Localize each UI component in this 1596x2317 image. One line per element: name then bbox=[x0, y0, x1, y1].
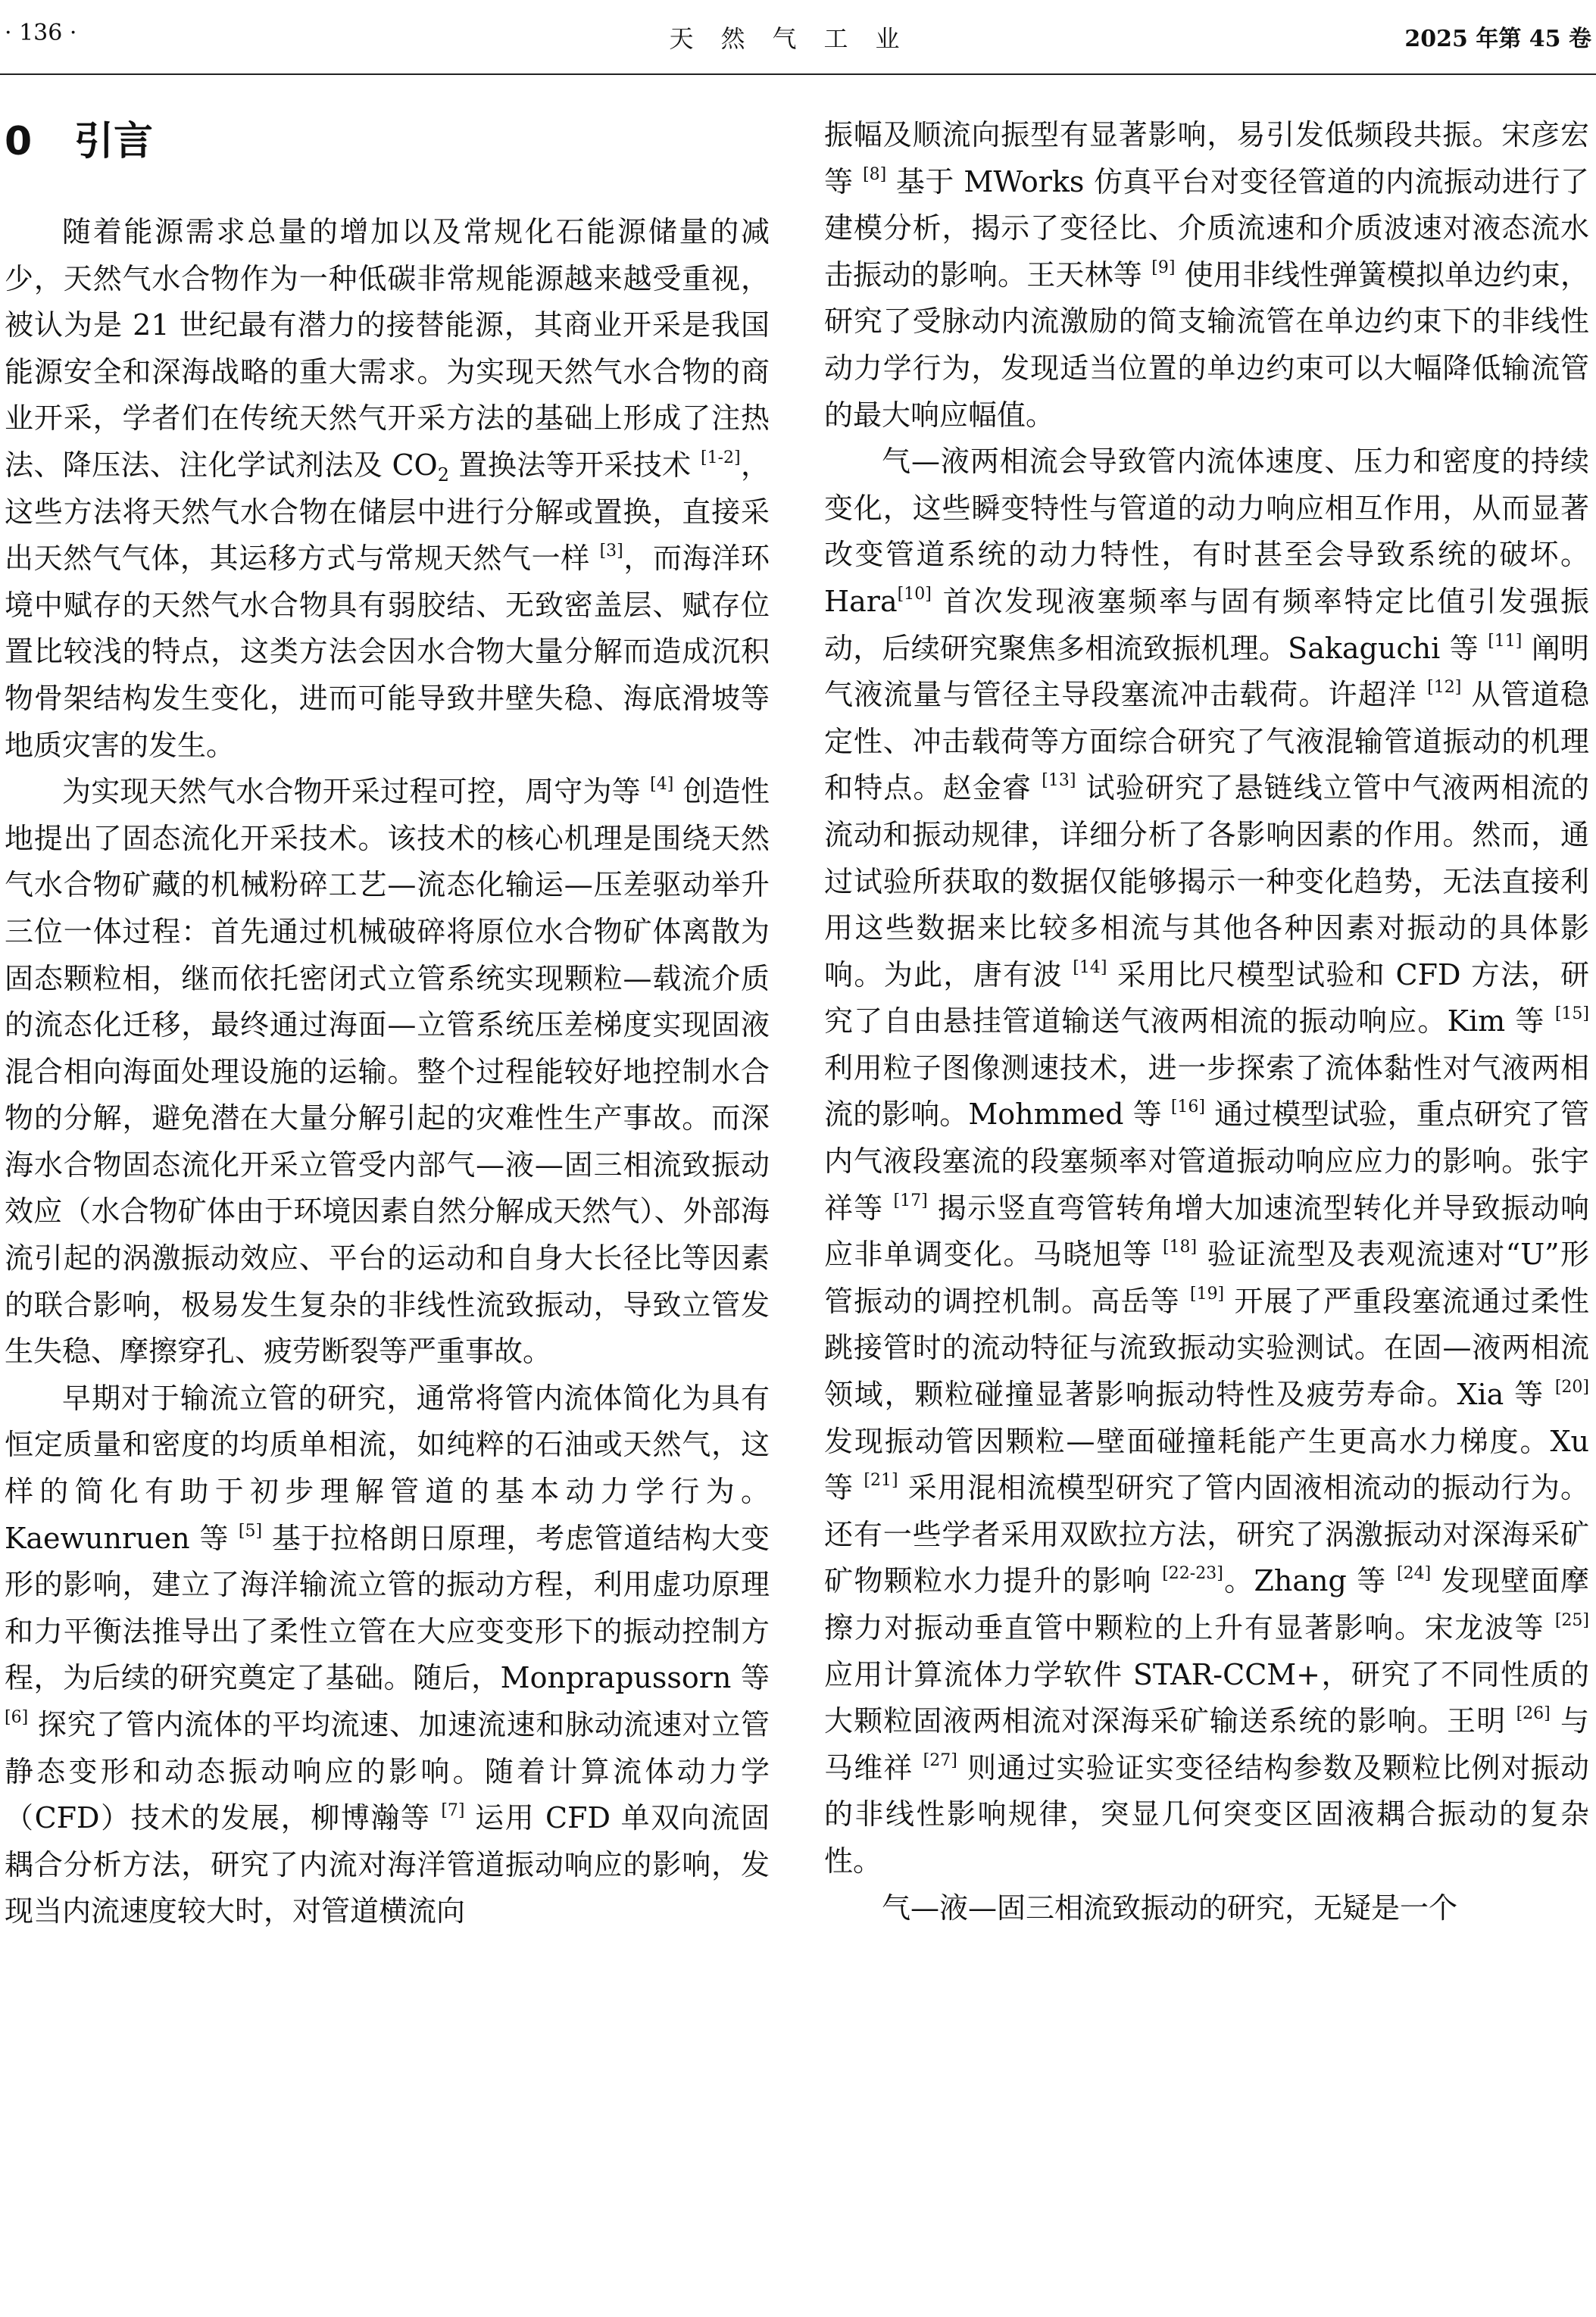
citation: [19] bbox=[1189, 1284, 1225, 1304]
text-run: 气—液—固三相流致振动的研究，无疑是一个 bbox=[882, 1891, 1458, 1925]
citation: [26] bbox=[1516, 1704, 1551, 1724]
text-run: 采用比尺模型试验和 CFD 方法，研究了自由悬挂管道输送气液两相流的振动响应。Kim 等 bbox=[824, 957, 1589, 1038]
text-run: 从管道稳定性、冲击载荷等方面综合研究了气液混输管道振动的机理和特点。赵金睿 bbox=[824, 678, 1589, 805]
citation: [1-2] bbox=[701, 448, 741, 467]
subscript: 2 bbox=[437, 464, 449, 486]
text-run: 基于拉格朗日原理，考虑管道结构大变形的影响，建立了海洋输流立管的振动方程，利用虚功原理和力平衡法推导出了柔性立管在大应变变形下的振动控制方程，为后续的研究奠定了基础。随后，Monprapussorn 等 bbox=[5, 1521, 770, 1695]
citation: [17] bbox=[893, 1191, 928, 1210]
citation: [6] bbox=[5, 1708, 29, 1727]
text-run: 发现壁面摩擦力对振动垂直管中颗粒的上升有显著影响。宋龙波等 bbox=[824, 1564, 1589, 1644]
citation: [20] bbox=[1554, 1378, 1589, 1397]
left-column bbox=[5, 114, 770, 2303]
paragraph bbox=[5, 769, 770, 1376]
journal-name: 天然气工业 bbox=[669, 24, 927, 53]
citation: [5] bbox=[238, 1521, 263, 1541]
text-run: 运用 CFD 单双向流固耦合分析方法，研究了内流对海洋管道振动响应的影响，发现当内流速度较大时，对管道横流向 bbox=[5, 1801, 770, 1928]
citation: [25] bbox=[1554, 1611, 1589, 1630]
right-column bbox=[824, 112, 1589, 2301]
text-run: 置换法等开采技术 bbox=[448, 448, 701, 482]
citation: [10] bbox=[897, 584, 932, 604]
page-number: · 136 · bbox=[5, 20, 77, 46]
citation: [16] bbox=[1170, 1098, 1206, 1117]
text-run: 开展了严重段塞流通过柔性跳接管时的流动特征与流致振动实验测试。在固—液两相流领域，颗粒碰撞显著影响振动特性及疲劳寿命。Xia 等 bbox=[824, 1284, 1589, 1412]
text-run: 发现振动管因颗粒—壁面碰撞耗能产生更高水力梯度。Xu 等 bbox=[824, 1424, 1589, 1505]
text-run: 气—液两相流会导致管内流体速度、压力和密度的持续变化，这些瞬变特性与管道的动力响应相互作用，从而显著改变管道系统的动力特性，有时甚至会导致系统的破坏。Hara bbox=[824, 445, 1589, 618]
paragraph bbox=[824, 112, 1589, 439]
citation: [21] bbox=[864, 1471, 898, 1491]
text-run: 利用粒子图像测速技术，进一步探索了流体黏性对气液两相流的影响。Mohmmed 等 bbox=[824, 1051, 1589, 1132]
citation: [3] bbox=[599, 542, 623, 561]
citation: [15] bbox=[1554, 1004, 1589, 1024]
text-run: 与马维祥 bbox=[824, 1704, 1589, 1785]
paragraph bbox=[824, 439, 1589, 1885]
text-run: 基于 MWorks 仿真平台对变径管道的内流振动进行了建模分析，揭示了变径比、介质流速和介质波速对液态流水击振动的影响。王天林等 bbox=[824, 164, 1589, 292]
text-run: 通过模型试验，重点研究了管内气液段塞流的段塞频率对管道振动响应应力的影响。张宇祥等 bbox=[824, 1098, 1589, 1225]
section-heading bbox=[5, 114, 770, 170]
text-run: 振幅及顺流向振型有显著影响，易引发低频段共振。宋彦宏等 bbox=[824, 118, 1589, 198]
text-run: 试验研究了悬链线立管中气液两相流的流动和振动规律，详细分析了各影响因素的作用。然而，通过试验所获取的数据仅能够揭示一种变化趋势，无法直接利用这些数据来比较多相流与其他各种因素对振动的具体影响。为此，唐有波 bbox=[824, 771, 1589, 991]
citation: [8] bbox=[863, 164, 887, 184]
paragraph bbox=[824, 1885, 1589, 1932]
citation: [11] bbox=[1488, 631, 1523, 651]
text-run: 探究了管内流体的平均流速、加速流速和脉动流速对立管静态变形和动态振动响应的影响。随着计算流体动力学（CFD）技术的发展，柳博瀚等 bbox=[5, 1708, 770, 1835]
header-rule bbox=[0, 73, 1596, 75]
text-run: 揭示竖直弯管转角增大加速流型转化并导致振动响应非单调变化。马晓旭等 bbox=[824, 1191, 1589, 1272]
citation: [14] bbox=[1073, 957, 1107, 977]
citation: [24] bbox=[1397, 1564, 1432, 1584]
citation: [9] bbox=[1151, 258, 1176, 277]
text-run: 应用计算流体力学软件 STAR-CCM+，研究了不同性质的大颗粒固液两相流对深海采矿输送系统的影响。王明 bbox=[824, 1657, 1589, 1738]
text-run: 首次发现液塞频率与固有频率特定比值引发强振动，后续研究聚焦多相流致振机理。Sakaguchi 等 bbox=[824, 584, 1589, 665]
text-run: 为实现天然气水合物开采过程可控，周守为等 bbox=[62, 775, 651, 809]
text-run: 验证流型及表观流速对“U”形管振动的调控机制。高岳等 bbox=[824, 1238, 1589, 1318]
citation: [7] bbox=[441, 1801, 465, 1821]
paragraph bbox=[5, 1376, 770, 1935]
running-header bbox=[0, 0, 1596, 76]
text-run: 使用非线性弹簧模拟单边约束，研究了受脉动内流激励的简支输流管在单边约束下的非线性动力学行为，发现适当位置的单边约束可以大幅降低输流管的最大响应幅值。 bbox=[824, 258, 1589, 432]
citation: [12] bbox=[1427, 678, 1462, 698]
issue-info: 2025 年第 45 卷 bbox=[1404, 26, 1591, 52]
paragraph bbox=[5, 209, 770, 769]
citation: [22-23] bbox=[1162, 1564, 1223, 1584]
citation: [27] bbox=[923, 1750, 957, 1770]
text-run: 创造性地提出了固态流化开采技术。该技术的核心机理是围绕天然气水合物矿藏的机械粉碎工艺—流态化输运—压差驱动举升三位一体过程：首先通过机械破碎将原位水合物矿体离散为固态颗粒相，继而依托密闭式立管系统实现颗粒—载流介质的流态化迁移，最终通过海面—立管系统压差梯度实现固液混合相向海面处理设施的运输。整个过程能较好地控制水合物的分解，避免潜在大量分解引起的灾难性生产事故。而深海水合物固态流化开采立管受内部气—液—固三相流致振动效应（水合物矿体由于环境因素自然分解成天然气）、外部海流引起的涡激振动效应、平台的运动和自身大长径比等因素的联合影响，极易发生复杂的非线性流致振动，导致立管发生失稳、摩擦穿孔、疲劳断裂等严重事故。 bbox=[5, 775, 770, 1369]
text-run: 早期对于输流立管的研究，通常将管内流体简化为具有恒定质量和密度的均质单相流，如纯粹的石油或天然气，这样的简化有助于初步理解管道的基本动力学行为。Kaewunruen 等 bbox=[5, 1381, 770, 1555]
text-run: ，而海洋环境中赋存的天然气水合物具有弱胶结、无致密盖层、赋存位置比较浅的特点，这类方法会因水合物大量分解而造成沉积物骨架结构发生变化，进而可能导致井壁失稳、海底滑坡等地质灾害的发生。 bbox=[5, 542, 770, 762]
section-number: 0 bbox=[5, 119, 33, 164]
text-run: 采用混相流模型研究了管内固液相流动的振动行为。还有一些学者采用双欧拉方法，研究了涡激振动对深海采矿矿物颗粒水力提升的影响 bbox=[824, 1471, 1589, 1598]
text-run: 则通过实验证实变径结构参数及颗粒比例对振动的非线性影响规律，突显几何突变区固液耦合振动的复杂性。 bbox=[824, 1750, 1589, 1878]
citation: [18] bbox=[1162, 1238, 1198, 1257]
section-title: 引言 bbox=[74, 119, 154, 164]
citation: [4] bbox=[650, 775, 674, 795]
text-run: ，这些方法将天然气水合物在储层中进行分解或置换，直接采出天然气气体，其运移方式与常规天然气一样 bbox=[5, 448, 770, 576]
text-run: 。Zhang 等 bbox=[1223, 1564, 1398, 1598]
citation: [13] bbox=[1042, 771, 1076, 791]
text-run: 阐明气液流量与管径主导段塞流冲击载荷。许超洋 bbox=[824, 631, 1589, 712]
text-run: 随着能源需求总量的增加以及常规化石能源储量的减少，天然气水合物作为一种低碳非常规能源越来越受重视，被认为是 21 世纪最有潜力的接替能源，其商业开采是我国能源安全和深海战略的重大需求。为实现天然气水合物的商业开采，学者们在传统天然气开采方法的基础上形成了注热法、降压法、注化学试剂法及 CO bbox=[5, 215, 770, 482]
